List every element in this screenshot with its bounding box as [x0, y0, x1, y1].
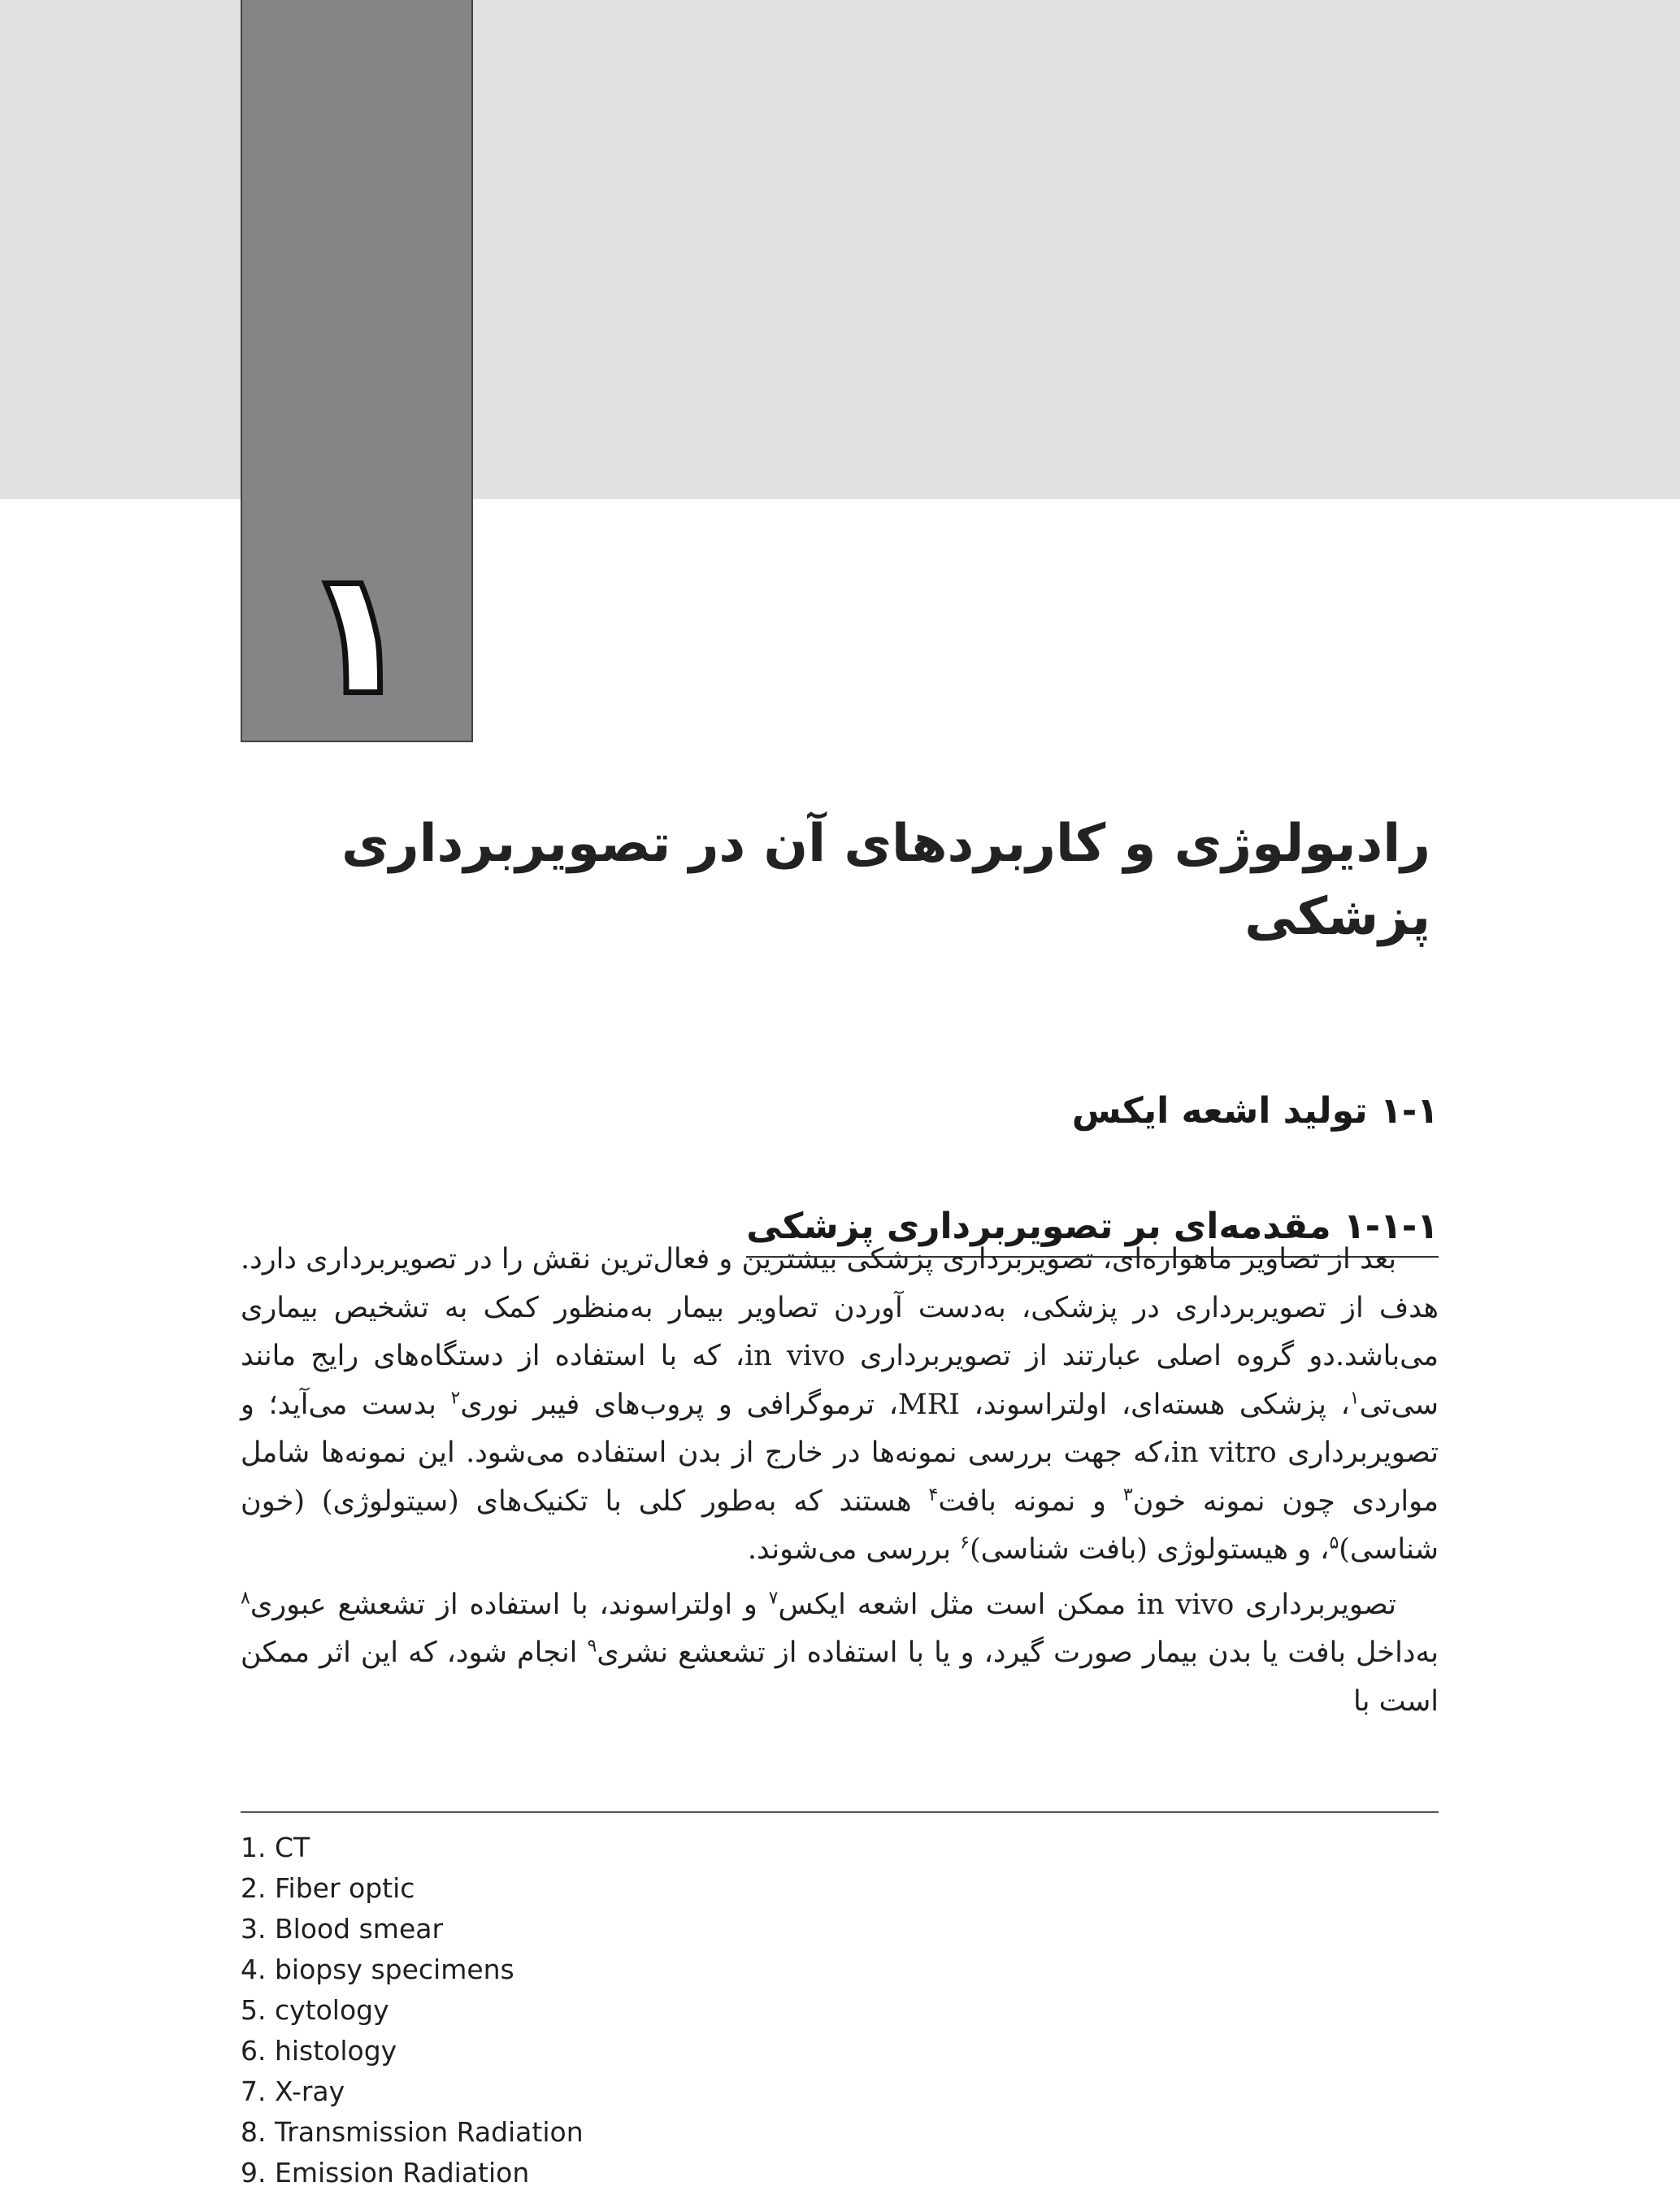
footnote-marker: ۴ [928, 1484, 939, 1505]
paragraph-text: و نمونه بافت [938, 1484, 1123, 1518]
footnote-item: 4. biopsy specimens [241, 1954, 514, 1985]
footnote-marker: ۵ [1329, 1532, 1339, 1554]
footnote-marker: ۲ [450, 1387, 461, 1408]
paragraph-text: تصویربرداری in vivo ممکن است مثل اشعه ایکس [778, 1588, 1396, 1621]
footnote-item: 1. CT [241, 1832, 310, 1863]
footnote-item: 3. Blood smear [241, 1913, 444, 1945]
body-text [241, 1236, 1439, 1732]
chapter-title: رادیولوژی و کاربردهای آن در تصویربرداری پزشکی [341, 813, 1430, 947]
paragraph-text: به‌داخل بافت یا بدن بیمار صورت گیرد، و یا با استفاده از تشعشع نشری [597, 1636, 1439, 1669]
footnote-marker: ۱ [1349, 1387, 1360, 1408]
paragraph-text: انجام شود، که این اثر ممکن است با [241, 1636, 1439, 1718]
paragraph-text: بررسی می‌شوند. [747, 1533, 961, 1566]
footnote-marker: ۳ [1122, 1484, 1133, 1505]
footnote-item: 5. cytology [241, 1994, 389, 2026]
footnote-marker: ۶ [960, 1532, 970, 1554]
paragraph-text: ، پزشکی هسته‌ای، اولتراسوند، MRI، ترموگرافی و پروب‌های فیبر نوری [460, 1388, 1350, 1421]
paragraph [241, 1581, 1439, 1727]
paragraph [241, 1236, 1439, 1575]
chapter-number: ۱ [306, 539, 407, 728]
paragraph-text: بعد از تصاویر ماهواره‌ای، تصویربرداری پزشکی بیشترین و فعال‌ترین نقش را در تصویربرداری دارد. هدف از تصویربرداری در پزشکی، به‌دست آوردن تصاویر بیمار به‌منظور کمک به تشخیص بیماری می‌باشد.دو گروه اصلی عبارتند از تصویربرداری in vivo، که با استفاده از دستگاه‌های رایج مانند سی‌تی [241, 1243, 1439, 1421]
paragraph-text: و اولتراسوند، با استفاده از تشعشع عبوری [250, 1588, 769, 1621]
paragraph-text: ، و هیستولوژی (بافت شناسی) [969, 1533, 1330, 1566]
footnote-divider [241, 1811, 1439, 1813]
footnote-item: 6. histology [241, 2035, 397, 2067]
footnote-item: 8. Transmission Radiation [241, 2116, 584, 2148]
paragraph-text: بدست می‌آید؛ و تصویربرداری in vitro،که جهت بررسی نمونه‌ها در خارج از بدن استفاده می‌شود. این نمونه‌ها شامل مواردی چون نمونه خون [241, 1388, 1439, 1518]
subsection-heading: ۱-۱-۱ مقدمه‌ای بر تصویربرداری پزشکی [746, 1202, 1439, 1258]
footnote-item: 9. Emission Radiation [241, 2157, 530, 2188]
chapter-tab [241, 0, 473, 742]
footnote-marker: ۷ [768, 1587, 779, 1608]
footnote-marker: ۸ [241, 1587, 250, 1608]
footnote-item: 7. X-ray [241, 2075, 345, 2107]
paragraph-text: هستند که به‌طور کلی با تکنیک‌های (سیتولوژی) (خون شناسی) [241, 1484, 1439, 1566]
section-heading: ۱-۱ تولید اشعه ایکس [1071, 1089, 1439, 1132]
footnotes-list [241, 1828, 584, 2193]
footnote-item: 2. Fiber optic [241, 1872, 415, 1904]
footnote-marker: ۹ [587, 1636, 597, 1657]
